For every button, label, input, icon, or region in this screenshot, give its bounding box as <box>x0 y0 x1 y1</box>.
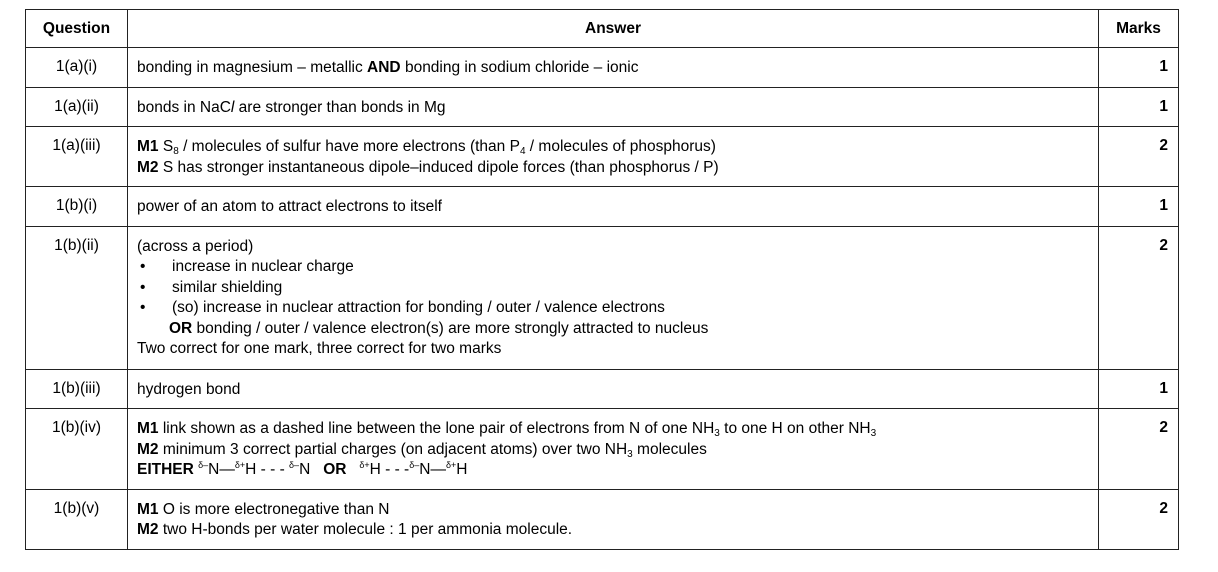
answer-cell <box>128 489 1099 549</box>
table-row <box>26 226 1179 369</box>
partial-charge: δ– <box>409 460 420 470</box>
answer-keyword: OR <box>323 461 347 478</box>
bullet-text: increase in nuclear charge <box>172 258 354 275</box>
table-row <box>26 187 1179 227</box>
partial-charge: δ– <box>198 460 209 470</box>
answer-cell <box>128 87 1099 127</box>
marks-value: 2 <box>1099 226 1179 369</box>
table-row <box>26 48 1179 88</box>
table-row <box>26 489 1179 549</box>
question-number: 1(a)(ii) <box>26 87 128 127</box>
bullet-icon: • <box>140 258 146 275</box>
formula-text: H - - - <box>369 461 410 478</box>
bullet-text: similar shielding <box>172 278 283 296</box>
bullet-item <box>137 278 1090 299</box>
answer-cell <box>128 127 1099 187</box>
table-row <box>26 409 1179 490</box>
answer-line <box>137 137 1090 158</box>
partial-charge: δ– <box>289 460 300 470</box>
answer-text: to one H on other NH <box>719 420 871 437</box>
marks-value: 1 <box>1099 87 1179 127</box>
answer-keyword: EITHER <box>137 461 194 478</box>
marks-value: 1 <box>1099 187 1179 227</box>
answer-line: (across a period) <box>137 237 254 255</box>
answer-line <box>137 158 1090 179</box>
answer-text: bonding / outer / valence electron(s) are more strongly attracted to nucleus <box>192 319 709 337</box>
formula-text: H <box>456 461 468 478</box>
answer-text: / molecules of phosphorus) <box>525 138 716 155</box>
answer-line <box>137 460 1090 481</box>
mark-label: M2 <box>137 440 159 458</box>
mark-label: M2 <box>137 158 159 176</box>
subscript: 4 <box>519 146 526 157</box>
header-answer: Answer <box>128 10 1099 48</box>
subscript: 3 <box>627 448 633 460</box>
answer-text: O is more electronegative than N <box>158 500 390 518</box>
answer-cell: hydrogen bond <box>128 369 1099 409</box>
formula-text: N— <box>208 461 235 478</box>
mark-label: M1 <box>137 500 159 518</box>
mark-label: M1 <box>137 420 159 437</box>
answer-line <box>137 500 1090 521</box>
header-marks: Marks <box>1099 10 1179 48</box>
answer-line <box>137 419 1090 440</box>
marks-value: 1 <box>1099 369 1179 409</box>
answer-text: S has stronger instantaneous dipole–induced dipole forces (than phosphorus / P) <box>158 158 719 176</box>
mark-label: M2 <box>137 521 159 538</box>
partial-charge: δ+ <box>445 460 457 470</box>
partial-charge: δ+ <box>234 460 246 470</box>
answer-cell <box>128 48 1099 88</box>
answer-text: minimum 3 correct partial charges (on adjacent atoms) over two NH <box>158 440 628 458</box>
table-row <box>26 87 1179 127</box>
answer-text: are stronger than bonds in Mg <box>234 98 446 116</box>
answer-text: bonding in magnesium – metallic <box>137 59 368 76</box>
answer-cell <box>128 409 1099 490</box>
answer-text: link shown as a dashed line between the lone pair of electrons from N of one NH <box>158 420 715 437</box>
answer-keyword: AND <box>367 59 401 76</box>
mark-scheme-table <box>25 9 1179 550</box>
answer-text: bonds in NaC <box>137 98 231 116</box>
marks-value: 1 <box>1099 48 1179 88</box>
bullet-icon: • <box>140 299 146 316</box>
answer-text: two H-bonds per water molecule : 1 per ammonia molecule. <box>158 521 573 538</box>
answer-line <box>137 520 1090 541</box>
question-number: 1(b)(iv) <box>26 409 128 490</box>
formula-text: N— <box>419 461 446 478</box>
answer-text: S <box>158 138 174 155</box>
mark-label: M1 <box>137 138 159 155</box>
formula-text: H - - - <box>245 461 290 478</box>
table-row <box>26 369 1179 409</box>
header-row <box>26 10 1179 48</box>
answer-text: / molecules of sulfur have more electrons (than P <box>178 138 520 155</box>
bullet-icon: • <box>140 278 146 296</box>
answer-text: molecules <box>632 440 707 458</box>
question-number: 1(b)(v) <box>26 489 128 549</box>
subscript: 3 <box>714 428 720 439</box>
answer-keyword: OR <box>169 319 193 337</box>
bullet-item <box>137 298 1090 319</box>
question-number: 1(b)(i) <box>26 187 128 227</box>
marks-value: 2 <box>1099 489 1179 549</box>
header-question: Question <box>26 10 128 48</box>
bullet-text: (so) increase in nuclear attraction for bonding / outer / valence electrons <box>172 299 665 316</box>
answer-line <box>137 440 1090 461</box>
answer-cell <box>128 226 1099 369</box>
answer-text: bonding in sodium chloride – ionic <box>400 59 639 76</box>
subscript: 3 <box>870 428 877 439</box>
table-row <box>26 127 1179 187</box>
question-number: 1(b)(iii) <box>26 369 128 409</box>
marks-value: 2 <box>1099 127 1179 187</box>
partial-charge: δ+ <box>359 460 370 470</box>
question-number: 1(b)(ii) <box>26 226 128 369</box>
marks-value: 2 <box>1099 409 1179 490</box>
question-number: 1(a)(i) <box>26 48 128 88</box>
subscript: 8 <box>173 146 179 157</box>
bullet-item <box>137 257 1090 278</box>
answer-cell: power of an atom to attract electrons to itself <box>128 187 1099 227</box>
answer-italic: l <box>230 98 235 116</box>
formula-text: N <box>299 461 311 478</box>
answer-line <box>137 319 1090 340</box>
answer-line: Two correct for one mark, three correct for two marks <box>137 340 502 357</box>
question-number: 1(a)(iii) <box>26 127 128 187</box>
